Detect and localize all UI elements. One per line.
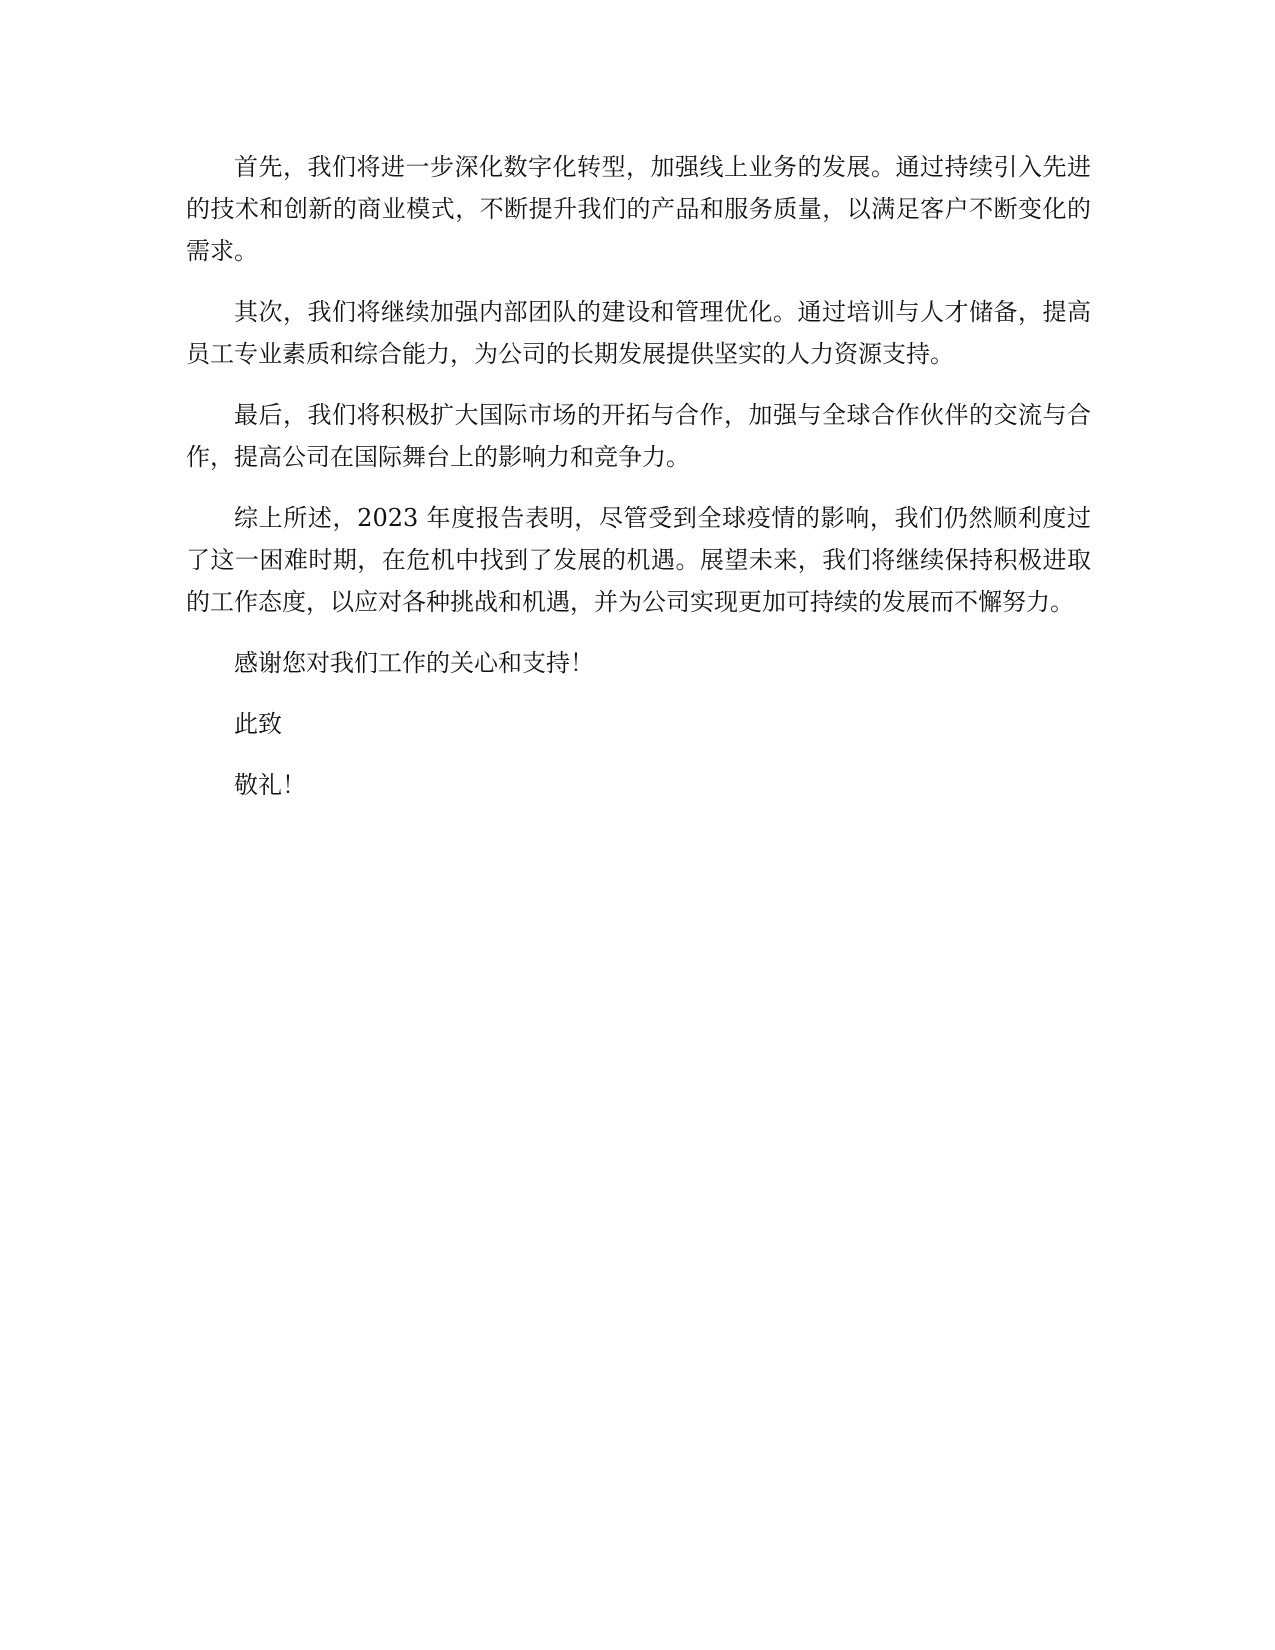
document-body [186,146,1091,825]
closing-regards: 敬礼！ [234,771,306,799]
closing-salutation: 此致 [234,710,282,738]
paragraph-thanks: 感谢您对我们工作的关心和支持！ [234,649,594,677]
paragraph-team-building: 其次，我们将继续加强内部团队的建设和管理优化。通过培训与人才储备，提高员工专业素质和综合能力，为公司的长期发展提供坚实的人力资源支持。 [186,298,1091,368]
paragraph-digital-transformation: 首先，我们将进一步深化数字化转型，加强线上业务的发展。通过持续引入先进的技术和创新的商业模式，不断提升我们的产品和服务质量，以满足客户不断变化的需求。 [186,153,1091,265]
paragraph-international-market: 最后，我们将积极扩大国际市场的开拓与合作，加强与全球合作伙伴的交流与合作，提高公司在国际舞台上的影响力和竞争力。 [186,401,1091,471]
paragraph-summary: 综上所述，2023 年度报告表明，尽管受到全球疫情的影响，我们仍然顺利度过了这一困难时期，在危机中找到了发展的机遇。展望未来，我们将继续保持积极进取的工作态度，以应对各种挑战和机遇，并为公司实现更加可持续的发展而不懈努力。 [186,504,1091,616]
